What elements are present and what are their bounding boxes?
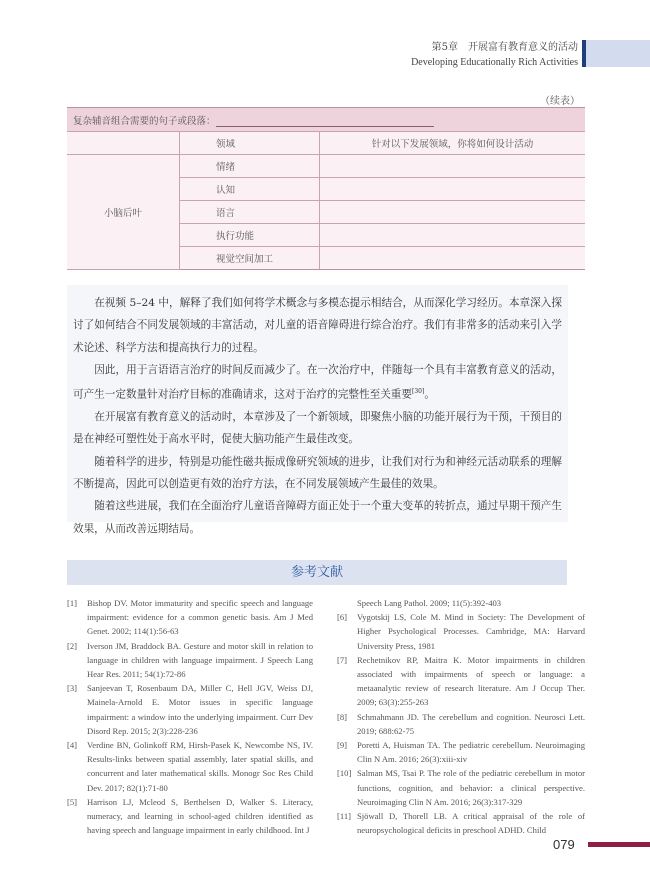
paragraph: 随着科学的进步，特别是功能性磁共振成像研究领域的进步，让我们对行为和神经元活动联系的理解不断提高，因此可以创造更有效的治疗方法，在不同发展领域产生最佳的效果。 — [73, 455, 562, 490]
domain-cell: 执行功能 — [180, 224, 320, 247]
reference-item: [8] Schmahmann JD. The cerebellum and cognition. Neurosci Lett. 2019; 688:62-75 — [337, 711, 585, 736]
reference-item: [11] Sjöwall D, Thorell LB. A critical appraisal of the role of neuropsychological deficits in preschool ADHD. Child — [337, 811, 585, 836]
fill-in-blank — [216, 116, 434, 127]
reference-item: [7] Rechetnikov RP, Maitra K. Motor impairments in children associated with impairments of speech or language: a metaanalytic review of research literature. Am J Occup Ther. 2009; 63(3):255-263 — [337, 654, 585, 708]
activity-cell — [320, 224, 586, 247]
domain-cell: 认知 — [180, 178, 320, 201]
paragraph: 在视频 5–24 中，解释了我们如何将学术概念与多模态提示相结合，从而深化学习经历。本章深入探讨了如何结合不同发展领域的丰富活动，对儿童的语音障碍进行综合治疗。我们有非常多的活动来引入学术论述、科学方法和提高执行力的过程。 — [73, 297, 562, 354]
chapter-title-cn: 第5章 开展富有教育意义的活动 — [431, 42, 578, 53]
references-left-column — [67, 596, 313, 837]
citation: [30] — [412, 388, 425, 396]
domain-cell: 语言 — [180, 201, 320, 224]
header-color-block — [586, 40, 650, 67]
references-right-column — [337, 596, 585, 837]
reference-item: [9] Poretti A, Huisman TA. The pediatric cerebellum. Neuroimaging Clin N Am. 2016; 26(3):xiii-xiv — [337, 740, 585, 765]
activity-table — [67, 107, 585, 270]
reference-continuation: Speech Lang Pathol. 2009; 11(5):392-403 — [357, 598, 502, 608]
running-header — [411, 40, 578, 70]
domain-cell: 情绪 — [180, 155, 320, 178]
activity-cell — [320, 178, 586, 201]
paragraph: 在开展富有教育意义的活动时，本章涉及了一个新领域，即聚焦小脑的功能开展行为干预，干预目的是在神经可塑性处于高水平时，促使大脑功能产生最佳改变。 — [73, 411, 562, 446]
summary-box — [67, 285, 568, 535]
reference-item: [10] Salman MS, Tsai P. The role of the pediatric cerebellum in motor functions, cognition, and behavior: a clinical perspective. Neuroimaging Clin N Am. 2016; 26(3):317-329 — [337, 768, 585, 807]
reference-item: [5] Harrison LJ, Mcleod S, Berthelsen D, Walker S. Literacy, numeracy, and learning in school-aged children identified as having speech and language impairment in early childhood. Int J — [67, 796, 313, 836]
footer-accent-bar — [588, 842, 650, 847]
references-title: 参考文献 — [67, 560, 567, 585]
reference-item: [2] Iverson JM, Braddock BA. Gesture and motor skill in relation to language in children with language impairment. J Speech Lang Hear Res. 2011; 54(1):72-86 — [67, 640, 313, 680]
continued-label: （续表） — [540, 96, 580, 107]
chapter-title-en: Developing Educationally Rich Activities — [411, 57, 578, 68]
page-number: 079 — [553, 837, 575, 852]
activity-cell — [320, 155, 586, 178]
domain-cell: 视觉空间加工 — [180, 247, 320, 270]
activity-cell — [320, 201, 586, 224]
reference-item: [6] Vygotskij LS, Cole M. Mind in Society: The Development of Higher Psychological Processes. Cambridge, MA: Harvard University Press, 1981 — [337, 612, 585, 651]
table-title-row — [67, 108, 585, 132]
col-header-domain: 领域 — [180, 132, 320, 155]
table-title: 复杂辅音组合需要的句子或段落： — [73, 115, 216, 127]
region-cell: 小脑后叶 — [67, 155, 180, 270]
col-header-activity: 针对以下发展领域，你将如何设计活动 — [320, 132, 586, 155]
reference-item: [1] Bishop DV. Motor immaturity and specific speech and language impairment: evidence for a common genetic basis. Am J Med Genet. 2002; 114(1):56-63 — [67, 598, 313, 637]
activity-cell — [320, 247, 586, 270]
paragraph: 因此，用于言语语言治疗的时间反而减少了。在一次治疗中，伴随每一个具有丰富教育意义的活动，可产生一定数量针对治疗目标的准确请求，这对于治疗的完整性至关重要[30]。 — [73, 363, 562, 401]
reference-item: [4] Verdine BN, Golinkoff RM, Hirsh-Pasek K, Newcombe NS, IV. Results-links between spatial assembly, later spatial skills, and concurrent and later mathematical skills. Monogr Soc Res Child Dev. 2017; 82(1):71-80 — [67, 740, 313, 793]
paragraph: 随着这些进展，我们在全面治疗儿童语音障碍方面正处于一个重大变革的转折点，通过早期干预产生效果，从而改善远期结局。 — [73, 500, 562, 535]
reference-item: [3] Sanjeevan T, Rosenbaum DA, Miller C, Hell JGV, Weiss DJ, Mainela-Arnold E. Motor issues in specific language impairment: a window into the underlying impairment. Curr Dev Disord Rep. 2015; 2(3):228-236 — [67, 683, 313, 736]
